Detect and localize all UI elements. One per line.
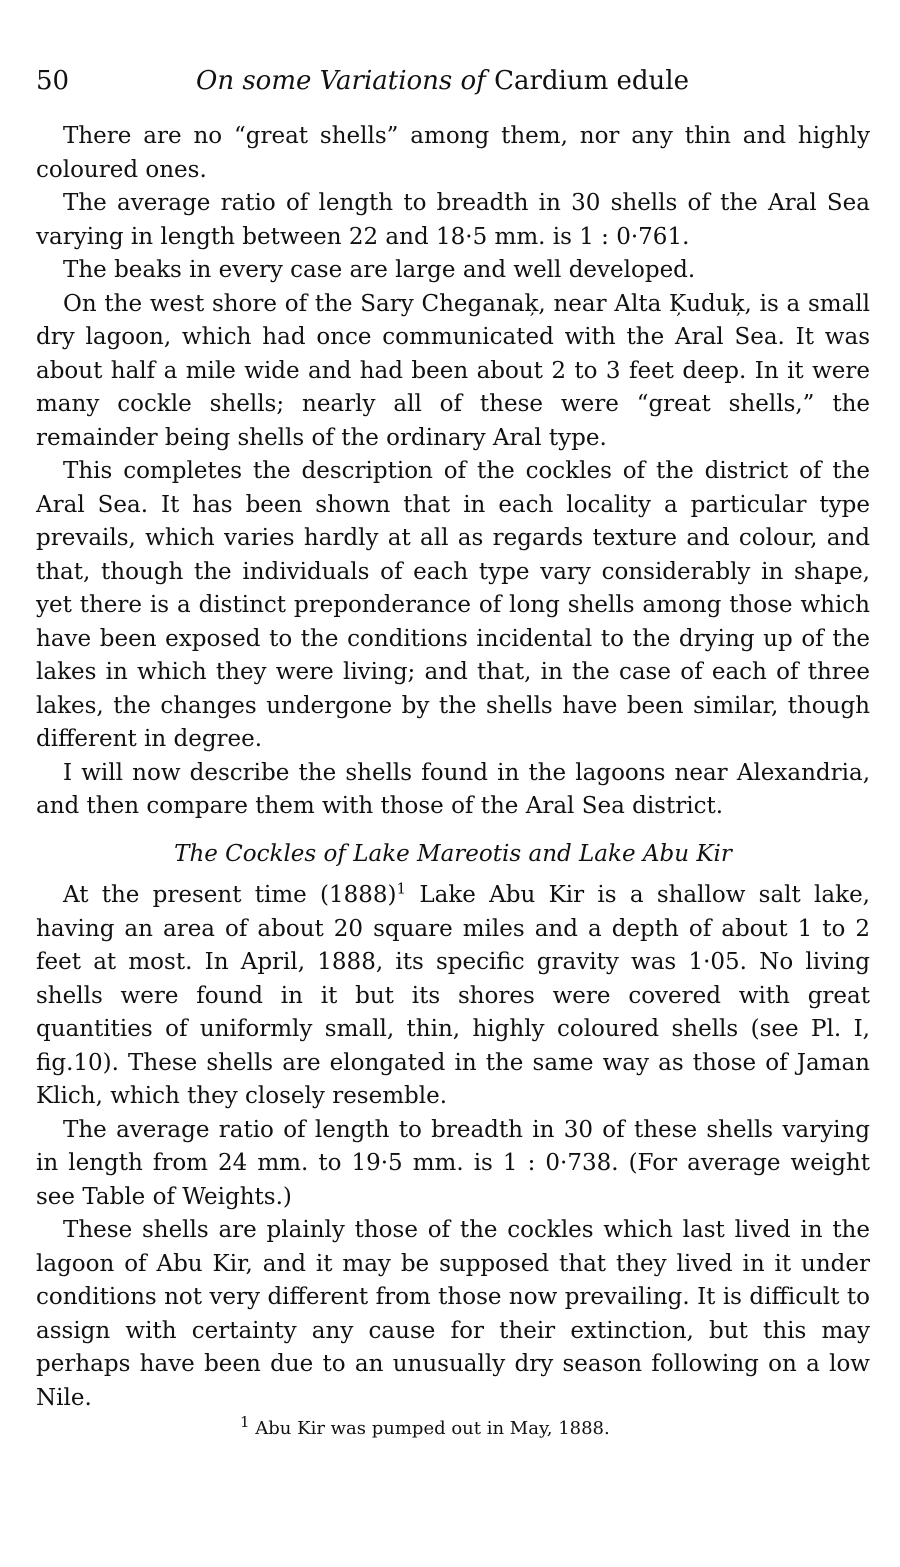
paragraph: The beaks in every case are large and well developed. xyxy=(63,257,696,283)
running-title-italic: On some Variations of xyxy=(196,66,486,96)
paragraph: There are no “great shells” among them, nor any thin and highly coloured ones. xyxy=(36,123,870,183)
footnote xyxy=(240,1413,610,1439)
paragraph: The average ratio of length to breadth in 30 shells of the Aral Sea varying in length between 22 and 18·5 mm. is 1 : 0·761. xyxy=(36,190,870,250)
section-heading: The Cockles of Lake Mareotis and Lake Abu Kir xyxy=(174,840,732,867)
paragraph: These shells are plainly those of the cockles which last lived in the lagoon of Abu Kir, and it may be supposed that they lived in it under conditions not very different from those now prevailing. It is difficult to assign with certainty any cause for their extinction, but this may perhaps have been due to an unusually dry season following on a low Nile. xyxy=(36,1217,870,1411)
footnote-reference: 1 xyxy=(396,879,407,898)
paragraph: The average ratio of length to breadth in 30 of these shells varying in length from 24 mm. to 19·5 mm. is 1 : 0·738. (For average weight see Table of Weights.) xyxy=(36,1116,870,1210)
body-text xyxy=(36,120,870,1415)
paragraph: This completes the description of the cockles of the district of the Aral Sea. It has been shown that in each locality a particular type prevails, which varies hardly at all as regards texture and colour, and that, though the individuals of each type vary considerably in shape, yet there is a distinct preponderance of long shells among those which have been exposed to the conditions incidental to the drying up of the lakes in which they were living; and that, in the case of each of three lakes, the changes undergone by the shells have been similar, though different in degree. xyxy=(36,458,870,752)
paragraph: On the west shore of the Sary Cheganaķ, near Alta Ķuduķ, is a small dry lagoon, which had once communicated with the Aral Sea. It was about half a mile wide and had been about 2 to 3 feet deep. In it were many cockle shells; nearly all of these were “great shells,” the remainder being shells of the ordinary Aral type. xyxy=(36,290,870,451)
footnote-mark: 1 xyxy=(240,1413,250,1431)
paragraph xyxy=(36,879,870,1114)
page-number: 50 xyxy=(36,66,70,96)
footnote-text: Abu Kir was pumped out in May, 1888. xyxy=(255,1418,610,1439)
running-head xyxy=(36,66,870,106)
running-title xyxy=(196,66,689,96)
running-title-roman: Cardium edule xyxy=(494,66,690,96)
paragraph: I will now describe the shells found in the lagoons near Alexandria, and then compare them with those of the Aral Sea district. xyxy=(36,759,870,819)
paragraph-text: Lake Abu Kir is a shallow salt lake, having an area of about 20 square miles and a depth of about 1 to 2 feet at most. In April, 1888, its specific gravity was 1·05. No living shells were found in it but its shores were covered with great quantities of uniformly small, thin, highly coloured shells (see Pl. I, fig.10). These shells are elongated in the same way as those of Jaman Klich, which they closely resemble. xyxy=(36,882,870,1109)
paragraph-text: At the present time (1888) xyxy=(63,882,397,908)
